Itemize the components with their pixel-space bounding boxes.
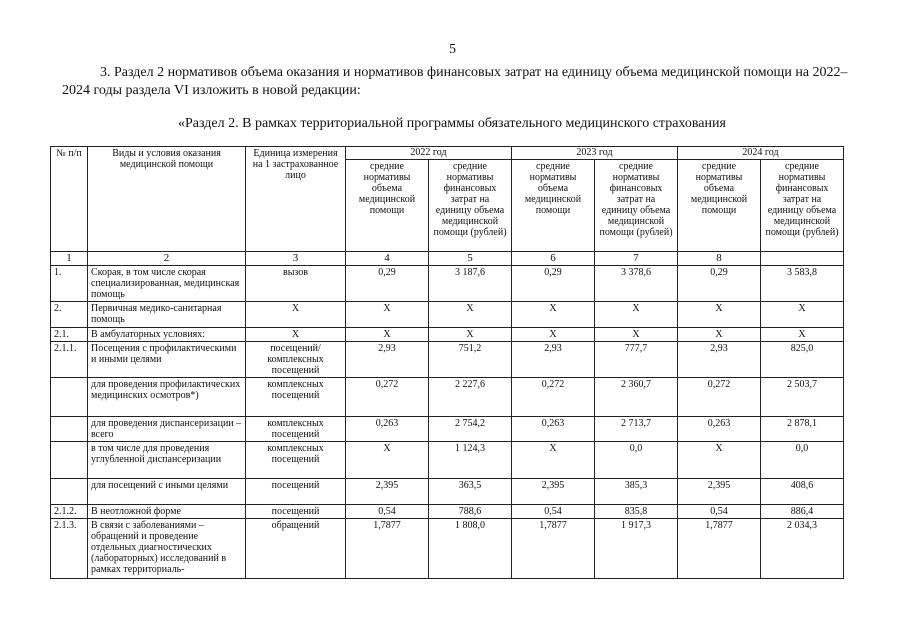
- cost-2024: X: [761, 302, 844, 328]
- cost-2024: 886,4: [761, 505, 844, 519]
- cost-2023: 385,3: [595, 479, 678, 505]
- volume-2023: 2,395: [512, 479, 595, 505]
- row-unit: X: [246, 328, 346, 342]
- cost-2024: 2 878,1: [761, 417, 844, 442]
- cost-2023: 835,8: [595, 505, 678, 519]
- table-row: [51, 342, 844, 378]
- row-name: Посещения с профилактическими и иными целями: [88, 342, 246, 378]
- volume-2023: 0,29: [512, 266, 595, 302]
- volume-2023: X: [512, 442, 595, 479]
- cost-2024: 2 503,7: [761, 378, 844, 417]
- row-name: В связи с заболеваниями – обращений и проведение отдельных диагностических (лабораторных) исследований в рамках территориаль-: [88, 519, 246, 579]
- row-num: [51, 479, 88, 505]
- volume-2022: X: [346, 442, 429, 479]
- cost-2024: 3 583,8: [761, 266, 844, 302]
- header-year-2022: 2022 год: [346, 147, 512, 160]
- volume-2024: 2,395: [678, 479, 761, 505]
- cost-2022: 1 124,3: [429, 442, 512, 479]
- row-unit: вызов: [246, 266, 346, 302]
- norms-table: [50, 146, 844, 579]
- cost-2022: 751,2: [429, 342, 512, 378]
- cost-2023: 2 360,7: [595, 378, 678, 417]
- row-name: для проведения профилактических медицинских осмотров*): [88, 378, 246, 417]
- row-unit: X: [246, 302, 346, 328]
- column-number: 5: [429, 252, 512, 266]
- cost-2022: X: [429, 328, 512, 342]
- row-unit: обращений: [246, 519, 346, 579]
- volume-2024: X: [678, 328, 761, 342]
- volume-2024: 0,263: [678, 417, 761, 442]
- row-num: 2.1.1.: [51, 342, 88, 378]
- row-unit: посещений: [246, 479, 346, 505]
- volume-2023: 1,7877: [512, 519, 595, 579]
- volume-2022: 0,272: [346, 378, 429, 417]
- row-unit: комплексных посещений: [246, 378, 346, 417]
- cost-2023: 3 378,6: [595, 266, 678, 302]
- row-num: [51, 442, 88, 479]
- cost-2023: 2 713,7: [595, 417, 678, 442]
- table-row: [51, 519, 844, 579]
- cost-2024: 2 034,3: [761, 519, 844, 579]
- volume-2022: 1,7877: [346, 519, 429, 579]
- row-num: 2.1.3.: [51, 519, 88, 579]
- table-row: [51, 505, 844, 519]
- row-num: 2.1.: [51, 328, 88, 342]
- volume-2022: 0,54: [346, 505, 429, 519]
- volume-2022: X: [346, 302, 429, 328]
- volume-2024: 0,54: [678, 505, 761, 519]
- table-row: [51, 479, 844, 505]
- cost-2023: 777,7: [595, 342, 678, 378]
- row-num: 1.: [51, 266, 88, 302]
- cost-2022: 363,5: [429, 479, 512, 505]
- volume-2022: 2,93: [346, 342, 429, 378]
- volume-2023: X: [512, 328, 595, 342]
- volume-2023: X: [512, 302, 595, 328]
- table-row: [51, 378, 844, 417]
- row-name: в том числе для проведения углубленной диспансеризации: [88, 442, 246, 479]
- column-number: 1: [51, 252, 88, 266]
- volume-2024: 0,272: [678, 378, 761, 417]
- cost-2022: 2 754,2: [429, 417, 512, 442]
- column-number: 2: [88, 252, 246, 266]
- header-cost-2024: средние нормативы финансовых затрат на единицу объема медицинской помощи (рублей): [761, 160, 844, 252]
- row-name: для посещений с иными целями: [88, 479, 246, 505]
- cost-2022: 788,6: [429, 505, 512, 519]
- row-num: 2.1.2.: [51, 505, 88, 519]
- volume-2022: 2,395: [346, 479, 429, 505]
- cost-2023: 1 917,3: [595, 519, 678, 579]
- row-unit: комплексных посещений: [246, 442, 346, 479]
- column-number: 7: [595, 252, 678, 266]
- page-number: 5: [449, 42, 456, 57]
- volume-2022: 0,29: [346, 266, 429, 302]
- volume-2024: X: [678, 442, 761, 479]
- header-year-2023: 2023 год: [512, 147, 678, 160]
- column-number-row: [51, 252, 844, 266]
- column-number: 3: [246, 252, 346, 266]
- row-name: Первичная медико-санитарная помощь: [88, 302, 246, 328]
- row-unit: посещений/ комплексных посещений: [246, 342, 346, 378]
- intro-text: 3. Раздел 2 нормативов объема оказания и нормативов финансовых затрат на единицу объема медицинской помощи на 2022–2024 годы раздела VI изложить в новой редакции:: [62, 65, 848, 98]
- row-num: [51, 378, 88, 417]
- header-unit: Единица измерения на 1 застрахованное лицо: [246, 147, 346, 252]
- table-row: [51, 328, 844, 342]
- row-unit: посещений: [246, 505, 346, 519]
- header-volume-2022: средние нормативы объема медицинской помощи: [346, 160, 429, 252]
- column-number: [761, 252, 844, 266]
- volume-2024: 2,93: [678, 342, 761, 378]
- cost-2023: X: [595, 328, 678, 342]
- table-row: [51, 442, 844, 479]
- cost-2022: 3 187,6: [429, 266, 512, 302]
- volume-2024: 0,29: [678, 266, 761, 302]
- cost-2023: X: [595, 302, 678, 328]
- row-name: для проведения диспансеризации – всего: [88, 417, 246, 442]
- cost-2022: 1 808,0: [429, 519, 512, 579]
- column-number: 4: [346, 252, 429, 266]
- intro-paragraph: [62, 64, 862, 100]
- volume-2024: 1,7877: [678, 519, 761, 579]
- header-year-2024: 2024 год: [678, 147, 844, 160]
- header-volume-2023: средние нормативы объема медицинской помощи: [512, 160, 595, 252]
- cost-2024: 825,0: [761, 342, 844, 378]
- column-number: 8: [678, 252, 761, 266]
- header-volume-2024: средние нормативы объема медицинской помощи: [678, 160, 761, 252]
- header-kind: Виды и условия оказания медицинской помощи: [88, 147, 246, 252]
- volume-2023: 2,93: [512, 342, 595, 378]
- cost-2024: 408,6: [761, 479, 844, 505]
- cost-2022: X: [429, 302, 512, 328]
- cost-2023: 0,0: [595, 442, 678, 479]
- volume-2022: X: [346, 328, 429, 342]
- volume-2023: 0,263: [512, 417, 595, 442]
- table-row: [51, 266, 844, 302]
- header-cost-2022: средние нормативы финансовых затрат на единицу объема медицинской помощи (рублей): [429, 160, 512, 252]
- header-cost-2023: средние нормативы финансовых затрат на единицу объема медицинской помощи (рублей): [595, 160, 678, 252]
- volume-2023: 0,54: [512, 505, 595, 519]
- table-row: [51, 302, 844, 328]
- cost-2024: X: [761, 328, 844, 342]
- cost-2024: 0,0: [761, 442, 844, 479]
- column-number: 6: [512, 252, 595, 266]
- table-row: [51, 417, 844, 442]
- cost-2022: 2 227,6: [429, 378, 512, 417]
- volume-2024: X: [678, 302, 761, 328]
- row-name: В амбулаторных условиях:: [88, 328, 246, 342]
- header-num: № п/п: [51, 147, 88, 252]
- volume-2022: 0,263: [346, 417, 429, 442]
- row-num: 2.: [51, 302, 88, 328]
- row-name: Скорая, в том числе скорая специализированная, медицинская помощь: [88, 266, 246, 302]
- row-unit: комплексных посещений: [246, 417, 346, 442]
- volume-2023: 0,272: [512, 378, 595, 417]
- row-name: В неотложной форме: [88, 505, 246, 519]
- row-num: [51, 417, 88, 442]
- section-heading: «Раздел 2. В рамках территориальной программы обязательного медицинского страхования: [178, 116, 726, 131]
